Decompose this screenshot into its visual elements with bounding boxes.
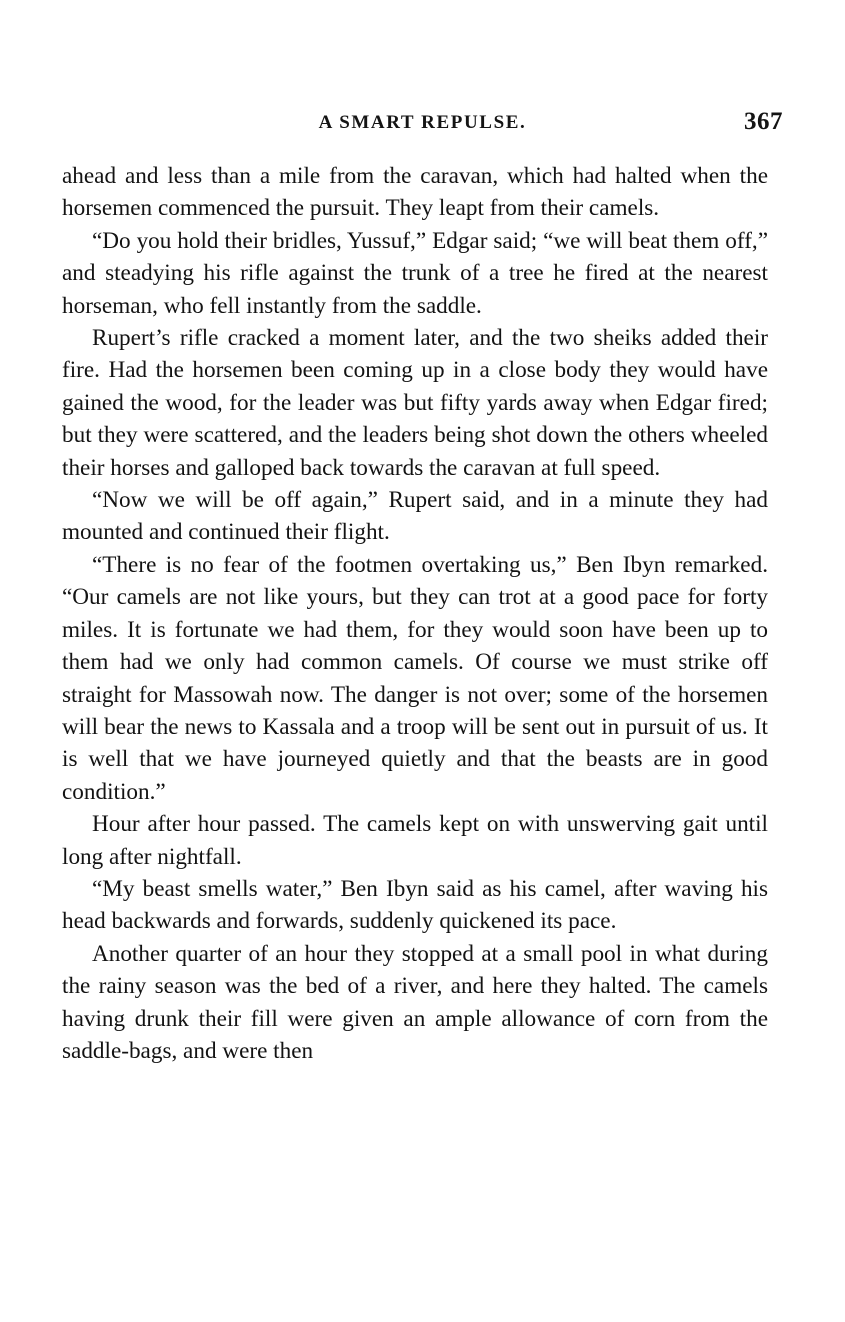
paragraph: “My beast smells water,” Ben Ibyn said as his camel, after waving his head backwards and forwards, suddenly quickened its pace. (62, 875, 768, 935)
paragraph: “Do you hold their bridles, Yussuf,” Edgar said; “we will beat them off,” and steadying his rifle against the trunk of a tree he fired at the nearest horseman, who fell instantly from the saddle. (62, 227, 768, 319)
paragraph: Rupert’s rifle cracked a moment later, and the two sheiks added their fire. Had the horsemen been coming up in a close body they would have gained the wood, for the leader was but fifty yards away when Edgar fired; but they were scattered, and the leaders being shot down the others wheeled their horses and galloped back towards the caravan at full speed. (62, 325, 768, 481)
page-number: 367 (744, 108, 783, 135)
paragraph: “There is no fear of the footmen overtaking us,” Ben Ibyn remarked. “Our camels are not like yours, but they can trot at a good pace for forty miles. It is fortunate we had them, for they would soon have been up to them had we only had common camels. Of course we must strike off straight for Massowah now. The danger is not over; some of the horsemen will bear the news to Kassala and a troop will be sent out in pursuit of us. It is well that we have journeyed quietly and that the beasts are in good condition.” (62, 551, 768, 805)
running-head (62, 108, 783, 142)
body-text (62, 160, 768, 1067)
paragraph: “Now we will be off again,” Rupert said, and in a minute they had mounted and continued their flight. (62, 487, 768, 546)
paragraph: Hour after hour passed. The camels kept on with unswerving gait until long after nightfall. (62, 811, 768, 870)
paragraph: ahead and less than a mile from the caravan, which had halted when the horsemen commenced the pursuit. They leapt from their camels. (62, 163, 768, 222)
running-head-title: A SMART REPULSE. (318, 112, 527, 133)
paragraph: Another quarter of an hour they stopped at a small pool in what during the rainy season was the bed of a river, and here they halted. The camels having drunk their fill were given an ample allowance of corn from the saddle-bags, and were then (62, 940, 768, 1064)
